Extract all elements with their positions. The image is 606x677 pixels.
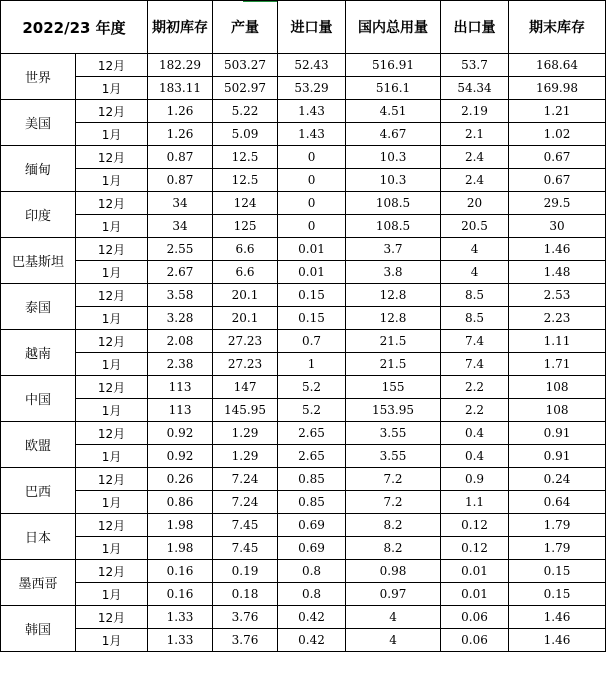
table-row: [1, 560, 606, 583]
production-cell[interactable]: 0.19: [213, 560, 278, 583]
beginning-stocks-cell[interactable]: 1.33: [148, 629, 213, 652]
production-cell[interactable]: 7.45: [213, 537, 278, 560]
domestic-use-cell[interactable]: 21.5: [346, 353, 441, 376]
imports-cell[interactable]: 0.69: [278, 514, 346, 537]
exports-cell[interactable]: 0.12: [441, 537, 509, 560]
table-body: [1, 54, 606, 652]
exports-cell[interactable]: 0.9: [441, 468, 509, 491]
production-cell[interactable]: 5.22: [213, 100, 278, 123]
ending-stocks-cell[interactable]: 168.64: [509, 54, 606, 77]
month-cell[interactable]: 12月: [76, 376, 148, 399]
domestic-use-cell[interactable]: 0.97: [346, 583, 441, 606]
domestic-use-cell[interactable]: 4.51: [346, 100, 441, 123]
ending-stocks-cell[interactable]: 169.98: [509, 77, 606, 100]
production-cell[interactable]: 7.45: [213, 514, 278, 537]
table-row: [1, 261, 606, 284]
ending-stocks-cell[interactable]: 1.11: [509, 330, 606, 353]
imports-cell[interactable]: 0.42: [278, 629, 346, 652]
country-cell[interactable]: 泰国: [1, 284, 76, 330]
production-cell[interactable]: 124: [213, 192, 278, 215]
month-cell[interactable]: 1月: [76, 629, 148, 652]
production-cell[interactable]: 0.18: [213, 583, 278, 606]
ending-stocks-cell[interactable]: 1.71: [509, 353, 606, 376]
domestic-use-cell[interactable]: 10.3: [346, 169, 441, 192]
month-cell[interactable]: 12月: [76, 606, 148, 629]
exports-cell[interactable]: 8.5: [441, 284, 509, 307]
domestic-use-cell[interactable]: 3.8: [346, 261, 441, 284]
ending-stocks-cell[interactable]: 0.64: [509, 491, 606, 514]
domestic-use-cell[interactable]: 108.5: [346, 192, 441, 215]
production-cell[interactable]: 5.09: [213, 123, 278, 146]
production-cell[interactable]: 6.6: [213, 261, 278, 284]
domestic-use-cell[interactable]: 7.2: [346, 491, 441, 514]
imports-cell[interactable]: 0.85: [278, 468, 346, 491]
country-cell[interactable]: 中国: [1, 376, 76, 422]
month-cell[interactable]: 12月: [76, 100, 148, 123]
country-cell[interactable]: 美国: [1, 100, 76, 146]
production-cell[interactable]: 6.6: [213, 238, 278, 261]
beginning-stocks-cell[interactable]: 2.67: [148, 261, 213, 284]
exports-cell[interactable]: 2.19: [441, 100, 509, 123]
exports-cell[interactable]: 20.5: [441, 215, 509, 238]
domestic-use-cell[interactable]: 7.2: [346, 468, 441, 491]
domestic-use-cell[interactable]: 21.5: [346, 330, 441, 353]
imports-cell[interactable]: 53.29: [278, 77, 346, 100]
production-cell[interactable]: 147: [213, 376, 278, 399]
table-row: [1, 537, 606, 560]
production-cell[interactable]: 125: [213, 215, 278, 238]
production-cell[interactable]: 503.27: [213, 54, 278, 77]
country-cell[interactable]: 印度: [1, 192, 76, 238]
production-cell[interactable]: 7.24: [213, 468, 278, 491]
beginning-stocks-cell[interactable]: 2.38: [148, 353, 213, 376]
ending-stocks-cell[interactable]: 1.46: [509, 606, 606, 629]
production-cell[interactable]: 27.23: [213, 330, 278, 353]
month-cell[interactable]: 1月: [76, 123, 148, 146]
month-cell[interactable]: 12月: [76, 238, 148, 261]
ending-stocks-cell[interactable]: 2.23: [509, 307, 606, 330]
imports-cell[interactable]: 0.01: [278, 261, 346, 284]
imports-cell[interactable]: 1.43: [278, 123, 346, 146]
beginning-stocks-cell[interactable]: 2.08: [148, 330, 213, 353]
beginning-stocks-cell[interactable]: 1.98: [148, 514, 213, 537]
imports-cell[interactable]: 0: [278, 146, 346, 169]
exports-cell[interactable]: 53.7: [441, 54, 509, 77]
table-row: [1, 629, 606, 652]
table-row: [1, 376, 606, 399]
ending-stocks-cell[interactable]: 1.02: [509, 123, 606, 146]
beginning-stocks-cell[interactable]: 183.11: [148, 77, 213, 100]
ending-stocks-cell[interactable]: 108: [509, 376, 606, 399]
month-cell[interactable]: 12月: [76, 146, 148, 169]
table-row: [1, 100, 606, 123]
ending-stocks-cell[interactable]: 0.15: [509, 583, 606, 606]
ending-stocks-cell[interactable]: 0.91: [509, 422, 606, 445]
exports-cell[interactable]: 2.4: [441, 169, 509, 192]
production-cell[interactable]: 502.97: [213, 77, 278, 100]
production-cell[interactable]: 27.23: [213, 353, 278, 376]
domestic-use-cell[interactable]: 4: [346, 629, 441, 652]
table-row: [1, 353, 606, 376]
month-cell[interactable]: 12月: [76, 284, 148, 307]
ending-stocks-cell[interactable]: 0.15: [509, 560, 606, 583]
table-row: [1, 606, 606, 629]
imports-cell[interactable]: 1.43: [278, 100, 346, 123]
exports-cell[interactable]: 0.06: [441, 629, 509, 652]
imports-cell[interactable]: 0.7: [278, 330, 346, 353]
table-row: [1, 330, 606, 353]
domestic-use-cell[interactable]: 108.5: [346, 215, 441, 238]
production-cell[interactable]: 1.29: [213, 445, 278, 468]
beginning-stocks-cell[interactable]: 0.87: [148, 146, 213, 169]
table-row: [1, 445, 606, 468]
exports-cell[interactable]: 7.4: [441, 353, 509, 376]
header-production[interactable]: 产量: [213, 1, 278, 54]
imports-cell[interactable]: 5.2: [278, 399, 346, 422]
beginning-stocks-cell[interactable]: 3.58: [148, 284, 213, 307]
domestic-use-cell[interactable]: 3.7: [346, 238, 441, 261]
beginning-stocks-cell[interactable]: 1.26: [148, 100, 213, 123]
exports-cell[interactable]: 0.01: [441, 560, 509, 583]
beginning-stocks-cell[interactable]: 0.16: [148, 583, 213, 606]
month-cell[interactable]: 1月: [76, 353, 148, 376]
country-cell[interactable]: 世界: [1, 54, 76, 100]
imports-cell[interactable]: 0.15: [278, 307, 346, 330]
production-cell[interactable]: 20.1: [213, 284, 278, 307]
beginning-stocks-cell[interactable]: 1.26: [148, 123, 213, 146]
beginning-stocks-cell[interactable]: 3.28: [148, 307, 213, 330]
month-cell[interactable]: 1月: [76, 399, 148, 422]
country-cell[interactable]: 越南: [1, 330, 76, 376]
table-row: [1, 238, 606, 261]
exports-cell[interactable]: 2.2: [441, 376, 509, 399]
beginning-stocks-cell[interactable]: 1.33: [148, 606, 213, 629]
imports-cell[interactable]: 2.65: [278, 422, 346, 445]
domestic-use-cell[interactable]: 3.55: [346, 445, 441, 468]
month-cell[interactable]: 1月: [76, 445, 148, 468]
production-cell[interactable]: 145.95: [213, 399, 278, 422]
table-row: [1, 123, 606, 146]
domestic-use-cell[interactable]: 8.2: [346, 537, 441, 560]
production-cell[interactable]: 1.29: [213, 422, 278, 445]
beginning-stocks-cell[interactable]: 182.29: [148, 54, 213, 77]
table-row: [1, 146, 606, 169]
exports-cell[interactable]: 4: [441, 261, 509, 284]
exports-cell[interactable]: 0.4: [441, 422, 509, 445]
imports-cell[interactable]: 0.15: [278, 284, 346, 307]
month-cell[interactable]: 12月: [76, 468, 148, 491]
header-exports[interactable]: 出口量: [441, 1, 509, 54]
production-cell[interactable]: 20.1: [213, 307, 278, 330]
table-row: [1, 284, 606, 307]
ending-stocks-cell[interactable]: 0.91: [509, 445, 606, 468]
ending-stocks-cell[interactable]: 0.24: [509, 468, 606, 491]
month-cell[interactable]: 1月: [76, 537, 148, 560]
table-row: [1, 54, 606, 77]
domestic-use-cell[interactable]: 12.8: [346, 284, 441, 307]
domestic-use-cell[interactable]: 3.55: [346, 422, 441, 445]
domestic-use-cell[interactable]: 153.95: [346, 399, 441, 422]
imports-cell[interactable]: 0: [278, 192, 346, 215]
imports-cell[interactable]: 0.42: [278, 606, 346, 629]
country-cell[interactable]: 巴基斯坦: [1, 238, 76, 284]
imports-cell[interactable]: 2.65: [278, 445, 346, 468]
ending-stocks-cell[interactable]: 29.5: [509, 192, 606, 215]
country-cell[interactable]: 欧盟: [1, 422, 76, 468]
beginning-stocks-cell[interactable]: 0.26: [148, 468, 213, 491]
ending-stocks-cell[interactable]: 30: [509, 215, 606, 238]
ending-stocks-cell[interactable]: 1.48: [509, 261, 606, 284]
month-cell[interactable]: 1月: [76, 169, 148, 192]
exports-cell[interactable]: 0.01: [441, 583, 509, 606]
header-beginning-stocks[interactable]: 期初库存: [148, 1, 213, 54]
month-cell[interactable]: 1月: [76, 583, 148, 606]
country-cell[interactable]: 墨西哥: [1, 560, 76, 606]
table-row: [1, 215, 606, 238]
beginning-stocks-cell[interactable]: 0.92: [148, 422, 213, 445]
imports-cell[interactable]: 0.69: [278, 537, 346, 560]
table-row: [1, 514, 606, 537]
ending-stocks-cell[interactable]: 1.46: [509, 238, 606, 261]
imports-cell[interactable]: 0.01: [278, 238, 346, 261]
month-cell[interactable]: 12月: [76, 560, 148, 583]
imports-cell[interactable]: 5.2: [278, 376, 346, 399]
imports-cell[interactable]: 0.85: [278, 491, 346, 514]
imports-cell[interactable]: 0.8: [278, 583, 346, 606]
imports-cell[interactable]: 0: [278, 215, 346, 238]
beginning-stocks-cell[interactable]: 113: [148, 399, 213, 422]
ending-stocks-cell[interactable]: 2.53: [509, 284, 606, 307]
table-row: [1, 307, 606, 330]
header-year[interactable]: 2022/23 年度: [1, 1, 148, 54]
table-row: [1, 468, 606, 491]
exports-cell[interactable]: 0.4: [441, 445, 509, 468]
exports-cell[interactable]: 2.4: [441, 146, 509, 169]
table-row: [1, 192, 606, 215]
exports-cell[interactable]: 4: [441, 238, 509, 261]
exports-cell[interactable]: 8.5: [441, 307, 509, 330]
country-cell[interactable]: 缅甸: [1, 146, 76, 192]
exports-cell[interactable]: 2.2: [441, 399, 509, 422]
domestic-use-cell[interactable]: 0.98: [346, 560, 441, 583]
exports-cell[interactable]: 7.4: [441, 330, 509, 353]
imports-cell[interactable]: 0.8: [278, 560, 346, 583]
production-cell[interactable]: 3.76: [213, 629, 278, 652]
month-cell[interactable]: 12月: [76, 54, 148, 77]
ending-stocks-cell[interactable]: 0.67: [509, 169, 606, 192]
exports-cell[interactable]: 2.1: [441, 123, 509, 146]
table-row: [1, 583, 606, 606]
beginning-stocks-cell[interactable]: 34: [148, 215, 213, 238]
domestic-use-cell[interactable]: 8.2: [346, 514, 441, 537]
month-cell[interactable]: 1月: [76, 491, 148, 514]
domestic-use-cell[interactable]: 10.3: [346, 146, 441, 169]
domestic-use-cell[interactable]: 155: [346, 376, 441, 399]
ending-stocks-cell[interactable]: 0.67: [509, 146, 606, 169]
beginning-stocks-cell[interactable]: 0.16: [148, 560, 213, 583]
production-cell[interactable]: 3.76: [213, 606, 278, 629]
domestic-use-cell[interactable]: 12.8: [346, 307, 441, 330]
beginning-stocks-cell[interactable]: 34: [148, 192, 213, 215]
month-cell[interactable]: 1月: [76, 77, 148, 100]
month-cell[interactable]: 12月: [76, 422, 148, 445]
beginning-stocks-cell[interactable]: 113: [148, 376, 213, 399]
country-cell[interactable]: 日本: [1, 514, 76, 560]
imports-cell[interactable]: 1: [278, 353, 346, 376]
month-cell[interactable]: 1月: [76, 215, 148, 238]
beginning-stocks-cell[interactable]: 1.98: [148, 537, 213, 560]
ending-stocks-cell[interactable]: 108: [509, 399, 606, 422]
beginning-stocks-cell[interactable]: 0.87: [148, 169, 213, 192]
production-cell[interactable]: 12.5: [213, 169, 278, 192]
domestic-use-cell[interactable]: 516.91: [346, 54, 441, 77]
table-row: [1, 491, 606, 514]
table-row: [1, 77, 606, 100]
domestic-use-cell[interactable]: 4.67: [346, 123, 441, 146]
domestic-use-cell[interactable]: 516.1: [346, 77, 441, 100]
beginning-stocks-cell[interactable]: 0.92: [148, 445, 213, 468]
exports-cell[interactable]: 0.06: [441, 606, 509, 629]
month-cell[interactable]: 12月: [76, 330, 148, 353]
exports-cell[interactable]: 0.12: [441, 514, 509, 537]
month-cell[interactable]: 1月: [76, 307, 148, 330]
ending-stocks-cell[interactable]: 1.79: [509, 537, 606, 560]
beginning-stocks-cell[interactable]: 2.55: [148, 238, 213, 261]
production-cell[interactable]: 12.5: [213, 146, 278, 169]
imports-cell[interactable]: 0: [278, 169, 346, 192]
month-cell[interactable]: 12月: [76, 514, 148, 537]
month-cell[interactable]: 1月: [76, 261, 148, 284]
header-domestic-use[interactable]: 国内总用量: [346, 1, 441, 54]
imports-cell[interactable]: 52.43: [278, 54, 346, 77]
domestic-use-cell[interactable]: 4: [346, 606, 441, 629]
country-cell[interactable]: 韩国: [1, 606, 76, 652]
ending-stocks-cell[interactable]: 1.79: [509, 514, 606, 537]
table-row: [1, 422, 606, 445]
ending-stocks-cell[interactable]: 1.46: [509, 629, 606, 652]
header-ending-stocks[interactable]: 期末库存: [509, 1, 606, 54]
production-cell[interactable]: 7.24: [213, 491, 278, 514]
table-row: [1, 169, 606, 192]
exports-cell[interactable]: 20: [441, 192, 509, 215]
beginning-stocks-cell[interactable]: 0.86: [148, 491, 213, 514]
exports-cell[interactable]: 1.1: [441, 491, 509, 514]
ending-stocks-cell[interactable]: 1.21: [509, 100, 606, 123]
header-imports[interactable]: 进口量: [278, 1, 346, 54]
exports-cell[interactable]: 54.34: [441, 77, 509, 100]
header-row: [1, 1, 606, 54]
country-cell[interactable]: 巴西: [1, 468, 76, 514]
table-row: [1, 399, 606, 422]
month-cell[interactable]: 12月: [76, 192, 148, 215]
